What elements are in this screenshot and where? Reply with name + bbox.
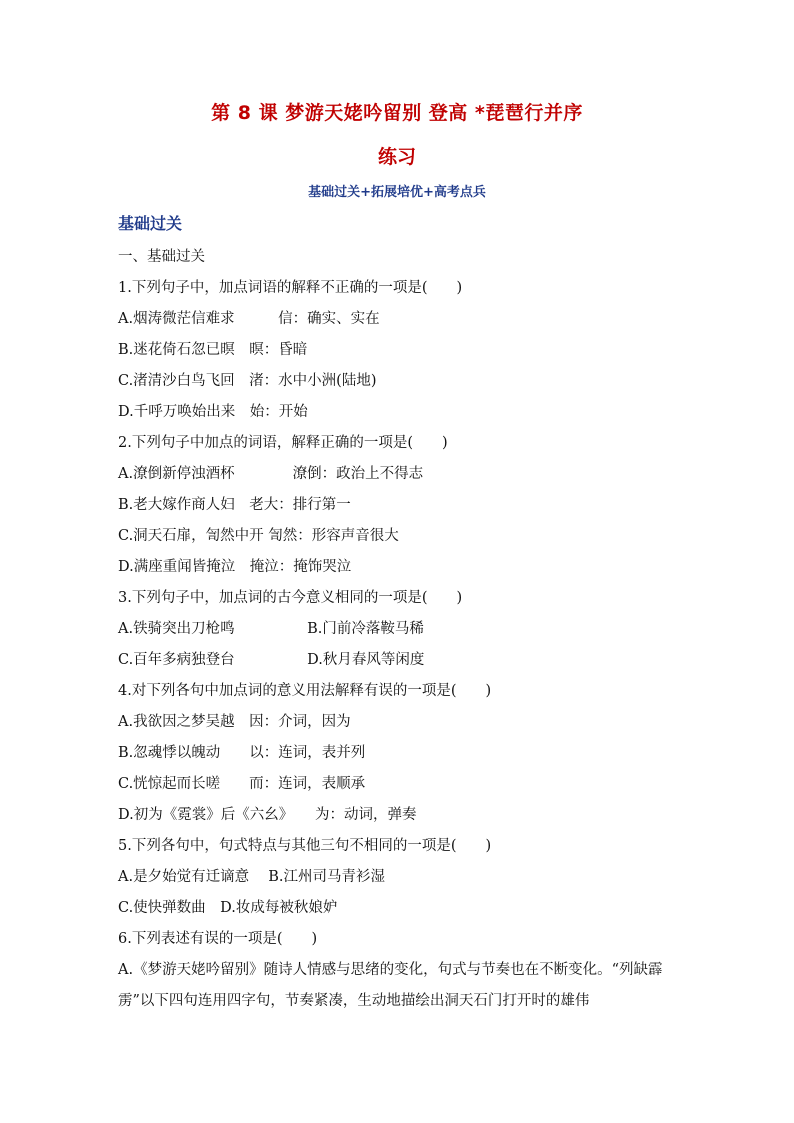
q4-option-c: C.恍惊起而长嗟 而：连词，表顺承	[118, 776, 366, 792]
question-1: 1.下列句子中，加点词语的解释不正确的一项是( )	[118, 280, 463, 296]
q2-option-b: B.老大嫁作商人妇 老大：排行第一	[118, 497, 351, 513]
question-3: 3.下列句子中，加点词的古今意义相同的一项是( )	[118, 590, 463, 606]
q5-options-cd: C.使快弹数曲 D.妆成每被秋娘妒	[118, 900, 338, 916]
q1-option-a: A.烟涛微茫信难求 信：确实、实在	[118, 311, 380, 327]
question-6: 6.下列表述有误的一项是( )	[118, 931, 318, 947]
q2-option-c: C.洞天石扉，訇然中开 訇然：形容声音很大	[118, 528, 399, 544]
question-5: 5.下列各句中，句式特点与其他三句不相同的一项是( )	[118, 838, 492, 854]
section-heading: 基础过关	[118, 214, 183, 233]
lesson-title: 第 8 课 梦游天姥吟留别 登高 *琵琶行并序	[211, 102, 583, 124]
question-4: 4.对下列各句中加点词的意义用法解释有误的一项是( )	[118, 683, 492, 699]
q5-options-ab: A.是夕始觉有迁谪意 B.江州司马青衫湿	[118, 869, 385, 885]
q1-option-b: B.迷花倚石忽已暝 暝：昏暗	[118, 342, 308, 358]
q3-options-ab: A.铁骑突出刀枪鸣 B.门前冷落鞍马稀	[118, 621, 424, 637]
q4-option-d: D.初为《霓裳》后《六幺》 为：动词，弹奏	[118, 807, 417, 823]
exercise-content	[118, 242, 683, 1017]
q4-option-a: A.我欲因之梦吴越 因：介词，因为	[118, 714, 351, 730]
lesson-subtitle: 练习	[377, 146, 416, 168]
q2-option-a: A.潦倒新停浊酒杯 潦倒：政治上不得志	[118, 466, 424, 482]
q6-option-a: A.《梦游天姥吟留别》随诗人情感与思绪的变化，句式与节奏也在不断变化。“列缺霹雳”以下四句连用四字句，节奏紧凑，生动地描绘出洞天石门打开时的雄伟	[118, 962, 663, 1009]
section-label: 一、基础过关	[118, 249, 205, 265]
q1-option-d: D.千呼万唤始出来 始：开始	[118, 404, 308, 420]
q3-options-cd: C.百年多病独登台 D.秋月春风等闲度	[118, 652, 425, 668]
q2-option-d: D.满座重闻皆掩泣 掩泣：掩饰哭泣	[118, 559, 352, 575]
question-2: 2.下列句子中加点的词语，解释正确的一项是( )	[118, 435, 448, 451]
lesson-tagline: 基础过关+拓展培优+高考点兵	[308, 185, 486, 200]
q1-option-c: C.渚清沙白鸟飞回 渚：水中小洲(陆地)	[118, 373, 377, 389]
q4-option-b: B.忽魂悸以魄动 以：连词，表并列	[118, 745, 366, 761]
